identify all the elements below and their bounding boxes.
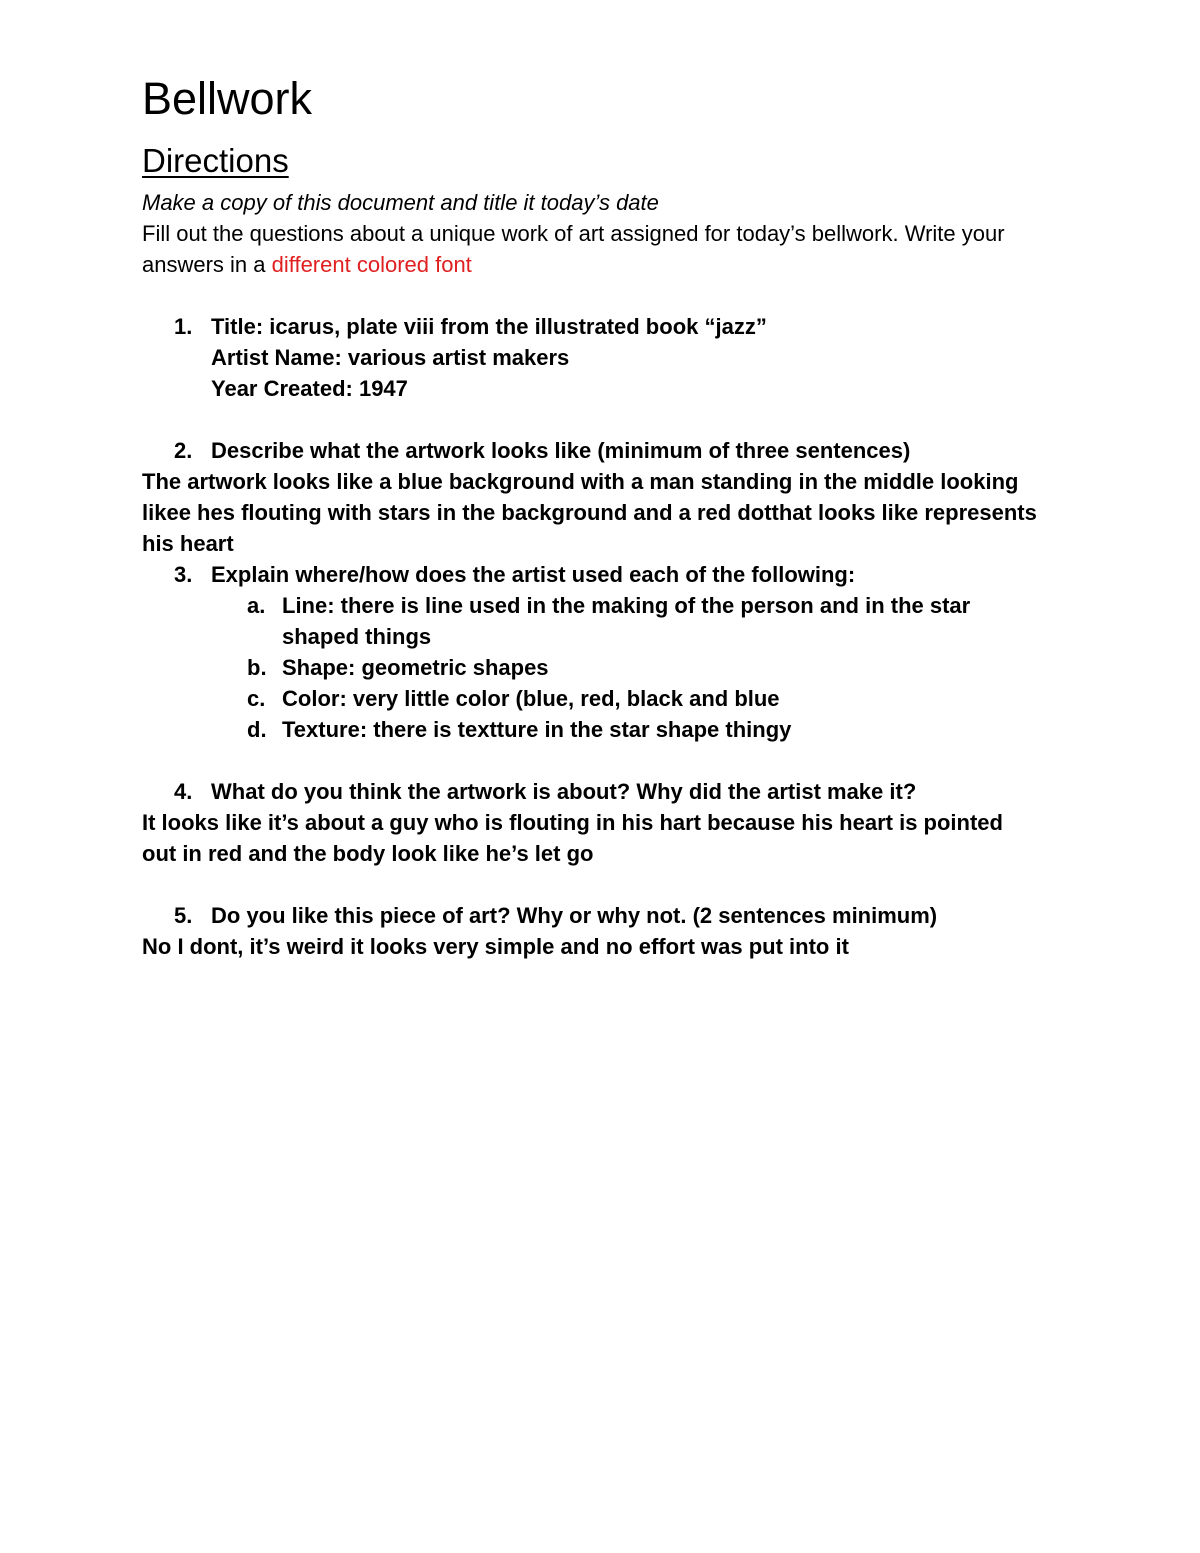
question-text: Do you like this piece of art? Why or why not. (2 sentences minimum) xyxy=(211,903,938,928)
document-title: Bellwork xyxy=(142,73,313,124)
item-text: Color: very little color (blue, red, black and blue xyxy=(282,686,780,711)
question-3-item-a xyxy=(142,590,1042,652)
question-number: 2. xyxy=(174,438,193,463)
question-1-artist xyxy=(142,342,1042,373)
question-3-item-c xyxy=(142,683,1042,714)
question-3-item-d xyxy=(142,714,1042,745)
instruction-red-text: different colored font xyxy=(271,252,472,277)
question-number: 5. xyxy=(174,903,193,928)
answer-5: No I dont, it’s weird it looks very simple and no effort was put into it xyxy=(142,934,849,959)
question-text: Explain where/how does the artist used each of the following: xyxy=(211,562,856,587)
question-number: 4. xyxy=(174,779,193,804)
item-text: Shape: geometric shapes xyxy=(282,655,549,680)
spacer xyxy=(142,745,1042,776)
item-letter: a. xyxy=(247,593,266,618)
item-text: Texture: there is textture in the star shape thingy xyxy=(282,717,792,742)
question-text: What do you think the artwork is about? Why did the artist make it? xyxy=(211,779,917,804)
instruction-line xyxy=(142,218,1042,280)
question-4 xyxy=(142,776,1042,807)
instruction-text: Fill out the questions about a unique work of art assigned for today’s bellwork. Write your answers in a xyxy=(142,221,1005,277)
year-created-line: Year Created: 1947 xyxy=(211,376,408,401)
questions-list xyxy=(142,311,1042,962)
artwork-title-line: Title: icarus, plate viii from the illustrated book “jazz” xyxy=(211,314,767,339)
item-text: Line: there is line used in the making of the person and in the star shaped things xyxy=(282,593,971,649)
question-text: Describe what the artwork looks like (minimum of three sentences) xyxy=(211,438,911,463)
question-1 xyxy=(142,311,1042,342)
question-3 xyxy=(142,559,1042,590)
directions-block xyxy=(142,187,1042,280)
answer-2: The artwork looks like a blue background with a man standing in the middle looking likee hes flouting with stars in the background and a red dotthat looks like represents his heart xyxy=(142,469,1037,556)
directions-heading: Directions xyxy=(142,142,289,179)
spacer xyxy=(142,869,1042,900)
question-number: 1. xyxy=(174,314,193,339)
item-letter: c. xyxy=(247,686,266,711)
question-5 xyxy=(142,900,1042,931)
question-3-item-b xyxy=(142,652,1042,683)
question-1-year xyxy=(142,373,1042,404)
item-letter: d. xyxy=(247,717,267,742)
answer-4: It looks like it’s about a guy who is flouting in his hart because his heart is pointed out in red and the body look like he’s let go xyxy=(142,810,1003,866)
item-letter: b. xyxy=(247,655,267,680)
question-2 xyxy=(142,435,1042,466)
spacer xyxy=(142,404,1042,435)
question-number: 3. xyxy=(174,562,193,587)
instruction-italic: Make a copy of this document and title it today’s date xyxy=(142,190,659,215)
artist-name-line: Artist Name: various artist makers xyxy=(211,345,570,370)
